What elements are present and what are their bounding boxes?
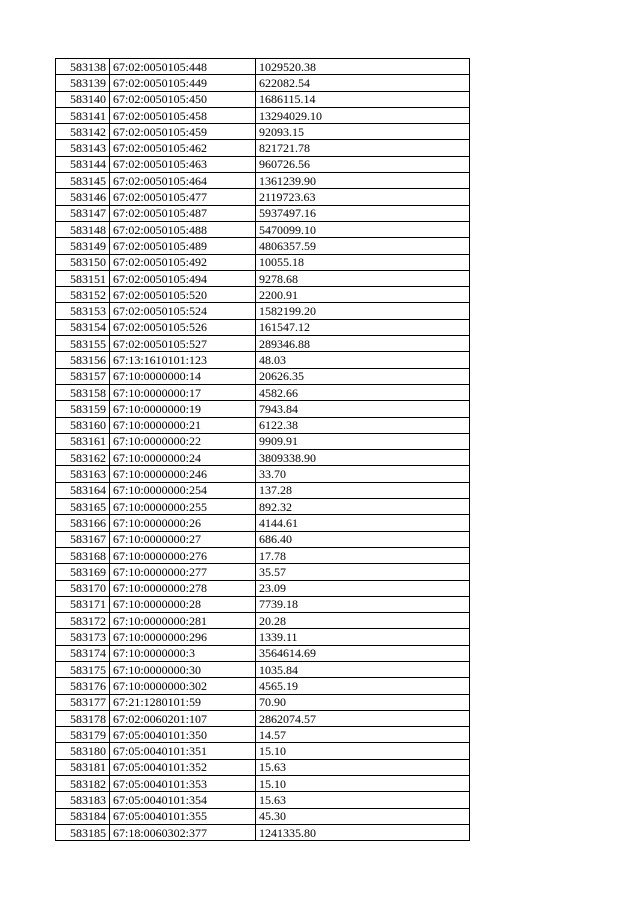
cadastral-number-cell: 67:02:0050105:450 <box>110 91 256 107</box>
row-number-cell: 583168 <box>56 547 110 563</box>
value-cell: 4565.19 <box>256 678 470 694</box>
row-number-cell: 583159 <box>56 401 110 417</box>
table-row <box>56 401 470 417</box>
cadastral-number-cell: 67:05:0040101:350 <box>110 727 256 743</box>
cadastral-number-cell: 67:02:0050105:524 <box>110 303 256 319</box>
row-number-cell: 583153 <box>56 303 110 319</box>
table-row <box>56 384 470 400</box>
value-cell: 15.10 <box>256 776 470 792</box>
table-row <box>56 824 470 840</box>
value-cell: 2119723.63 <box>256 189 470 205</box>
cadastral-number-cell: 67:18:0060302:377 <box>110 824 256 840</box>
row-number-cell: 583150 <box>56 254 110 270</box>
value-cell: 3809338.90 <box>256 450 470 466</box>
table-row <box>56 547 470 563</box>
row-number-cell: 583157 <box>56 368 110 384</box>
table-row <box>56 482 470 498</box>
row-number-cell: 583138 <box>56 59 110 75</box>
cadastral-number-cell: 67:05:0040101:352 <box>110 759 256 775</box>
cadastral-number-cell: 67:10:0000000:278 <box>110 580 256 596</box>
value-cell: 5937497.16 <box>256 205 470 221</box>
row-number-cell: 583182 <box>56 776 110 792</box>
table-row <box>56 515 470 531</box>
row-number-cell: 583144 <box>56 156 110 172</box>
value-cell: 14.57 <box>256 727 470 743</box>
row-number-cell: 583185 <box>56 824 110 840</box>
cadastral-number-cell: 67:02:0060201:107 <box>110 710 256 726</box>
value-cell: 289346.88 <box>256 336 470 352</box>
value-cell: 6122.38 <box>256 417 470 433</box>
row-number-cell: 583155 <box>56 336 110 352</box>
value-cell: 15.63 <box>256 759 470 775</box>
row-number-cell: 583140 <box>56 91 110 107</box>
cadastral-number-cell: 67:10:0000000:21 <box>110 417 256 433</box>
value-cell: 1241335.80 <box>256 824 470 840</box>
value-cell: 7739.18 <box>256 596 470 612</box>
value-cell: 2862074.57 <box>256 710 470 726</box>
table-row <box>56 564 470 580</box>
row-number-cell: 583156 <box>56 352 110 368</box>
value-cell: 686.40 <box>256 531 470 547</box>
table-row <box>56 189 470 205</box>
table-row <box>56 710 470 726</box>
cadastral-number-cell: 67:10:0000000:24 <box>110 450 256 466</box>
value-cell: 1035.84 <box>256 661 470 677</box>
row-number-cell: 583172 <box>56 613 110 629</box>
cadastral-number-cell: 67:02:0050105:526 <box>110 319 256 335</box>
row-number-cell: 583143 <box>56 140 110 156</box>
table-row <box>56 792 470 808</box>
value-cell: 4582.66 <box>256 384 470 400</box>
row-number-cell: 583171 <box>56 596 110 612</box>
cadastral-number-cell: 67:10:0000000:281 <box>110 613 256 629</box>
cadastral-number-cell: 67:05:0040101:354 <box>110 792 256 808</box>
table-row <box>56 140 470 156</box>
table-row <box>56 254 470 270</box>
value-cell: 622082.54 <box>256 75 470 91</box>
cadastral-number-cell: 67:10:0000000:246 <box>110 466 256 482</box>
value-cell: 137.28 <box>256 482 470 498</box>
value-cell: 20.28 <box>256 613 470 629</box>
cadastral-number-cell: 67:05:0040101:355 <box>110 808 256 824</box>
row-number-cell: 583162 <box>56 450 110 466</box>
cadastral-number-cell: 67:02:0050105:527 <box>110 336 256 352</box>
row-number-cell: 583152 <box>56 287 110 303</box>
table-row <box>56 336 470 352</box>
table-row <box>56 91 470 107</box>
table-row <box>56 678 470 694</box>
value-cell: 17.78 <box>256 547 470 563</box>
row-number-cell: 583180 <box>56 743 110 759</box>
value-cell: 161547.12 <box>256 319 470 335</box>
row-number-cell: 583164 <box>56 482 110 498</box>
row-number-cell: 583151 <box>56 270 110 286</box>
data-table <box>55 58 470 841</box>
row-number-cell: 583160 <box>56 417 110 433</box>
table-row <box>56 221 470 237</box>
row-number-cell: 583166 <box>56 515 110 531</box>
value-cell: 9909.91 <box>256 433 470 449</box>
cadastral-number-cell: 67:10:0000000:17 <box>110 384 256 400</box>
cadastral-number-cell: 67:10:0000000:276 <box>110 547 256 563</box>
value-cell: 4806357.59 <box>256 238 470 254</box>
value-cell: 1582199.20 <box>256 303 470 319</box>
row-number-cell: 583181 <box>56 759 110 775</box>
cadastral-number-cell: 67:02:0050105:464 <box>110 173 256 189</box>
row-number-cell: 583139 <box>56 75 110 91</box>
cadastral-number-cell: 67:02:0050105:458 <box>110 107 256 123</box>
value-cell: 4144.61 <box>256 515 470 531</box>
value-cell: 13294029.10 <box>256 107 470 123</box>
cadastral-number-cell: 67:10:0000000:27 <box>110 531 256 547</box>
table-body <box>56 59 470 841</box>
cadastral-number-cell: 67:10:0000000:30 <box>110 661 256 677</box>
row-number-cell: 583163 <box>56 466 110 482</box>
row-number-cell: 583178 <box>56 710 110 726</box>
table-row <box>56 107 470 123</box>
table-row <box>56 776 470 792</box>
table-row <box>56 319 470 335</box>
value-cell: 7943.84 <box>256 401 470 417</box>
row-number-cell: 583141 <box>56 107 110 123</box>
cadastral-number-cell: 67:10:0000000:277 <box>110 564 256 580</box>
table-row <box>56 433 470 449</box>
table-row <box>56 59 470 75</box>
table-row <box>56 270 470 286</box>
cadastral-number-cell: 67:10:0000000:255 <box>110 499 256 515</box>
row-number-cell: 583161 <box>56 433 110 449</box>
table-row <box>56 352 470 368</box>
row-number-cell: 583158 <box>56 384 110 400</box>
table-row <box>56 368 470 384</box>
row-number-cell: 583149 <box>56 238 110 254</box>
value-cell: 33.70 <box>256 466 470 482</box>
cadastral-number-cell: 67:02:0050105:462 <box>110 140 256 156</box>
table-row <box>56 156 470 172</box>
table-row <box>56 613 470 629</box>
value-cell: 960726.56 <box>256 156 470 172</box>
table-row <box>56 417 470 433</box>
row-number-cell: 583147 <box>56 205 110 221</box>
value-cell: 35.57 <box>256 564 470 580</box>
table-row <box>56 808 470 824</box>
cadastral-number-cell: 67:10:0000000:3 <box>110 645 256 661</box>
table-row <box>56 124 470 140</box>
row-number-cell: 583173 <box>56 629 110 645</box>
table-row <box>56 287 470 303</box>
table-row <box>56 303 470 319</box>
table-row <box>56 450 470 466</box>
row-number-cell: 583169 <box>56 564 110 580</box>
cadastral-number-cell: 67:02:0050105:459 <box>110 124 256 140</box>
table-row <box>56 75 470 91</box>
value-cell: 15.63 <box>256 792 470 808</box>
cadastral-number-cell: 67:21:1280101:59 <box>110 694 256 710</box>
value-cell: 3564614.69 <box>256 645 470 661</box>
cadastral-number-cell: 67:02:0050105:492 <box>110 254 256 270</box>
value-cell: 1361239.90 <box>256 173 470 189</box>
cadastral-number-cell: 67:02:0050105:520 <box>110 287 256 303</box>
value-cell: 9278.68 <box>256 270 470 286</box>
row-number-cell: 583184 <box>56 808 110 824</box>
table-row <box>56 173 470 189</box>
value-cell: 92093.15 <box>256 124 470 140</box>
table-row <box>56 759 470 775</box>
cadastral-number-cell: 67:02:0050105:463 <box>110 156 256 172</box>
value-cell: 1029520.38 <box>256 59 470 75</box>
value-cell: 48.03 <box>256 352 470 368</box>
cadastral-number-cell: 67:02:0050105:494 <box>110 270 256 286</box>
value-cell: 20626.35 <box>256 368 470 384</box>
value-cell: 1339.11 <box>256 629 470 645</box>
table-row <box>56 238 470 254</box>
table-row <box>56 629 470 645</box>
table-row <box>56 694 470 710</box>
cadastral-number-cell: 67:10:0000000:296 <box>110 629 256 645</box>
value-cell: 2200.91 <box>256 287 470 303</box>
table-row <box>56 596 470 612</box>
cadastral-number-cell: 67:02:0050105:448 <box>110 59 256 75</box>
cadastral-number-cell: 67:10:0000000:26 <box>110 515 256 531</box>
row-number-cell: 583176 <box>56 678 110 694</box>
cadastral-number-cell: 67:10:0000000:254 <box>110 482 256 498</box>
table-row <box>56 661 470 677</box>
value-cell: 15.10 <box>256 743 470 759</box>
table-row <box>56 531 470 547</box>
value-cell: 23.09 <box>256 580 470 596</box>
value-cell: 892.32 <box>256 499 470 515</box>
table-row <box>56 466 470 482</box>
value-cell: 70.90 <box>256 694 470 710</box>
row-number-cell: 583170 <box>56 580 110 596</box>
table-row <box>56 743 470 759</box>
table-row <box>56 580 470 596</box>
cadastral-number-cell: 67:02:0050105:487 <box>110 205 256 221</box>
table-row <box>56 499 470 515</box>
table-row <box>56 205 470 221</box>
row-number-cell: 583183 <box>56 792 110 808</box>
row-number-cell: 583146 <box>56 189 110 205</box>
table-row <box>56 645 470 661</box>
cadastral-number-cell: 67:10:0000000:22 <box>110 433 256 449</box>
cadastral-number-cell: 67:02:0050105:477 <box>110 189 256 205</box>
row-number-cell: 583142 <box>56 124 110 140</box>
cadastral-number-cell: 67:13:1610101:123 <box>110 352 256 368</box>
table-row <box>56 727 470 743</box>
cadastral-number-cell: 67:05:0040101:351 <box>110 743 256 759</box>
row-number-cell: 583174 <box>56 645 110 661</box>
cadastral-number-cell: 67:02:0050105:489 <box>110 238 256 254</box>
cadastral-number-cell: 67:02:0050105:449 <box>110 75 256 91</box>
cadastral-number-cell: 67:05:0040101:353 <box>110 776 256 792</box>
row-number-cell: 583179 <box>56 727 110 743</box>
value-cell: 10055.18 <box>256 254 470 270</box>
value-cell: 1686115.14 <box>256 91 470 107</box>
cadastral-number-cell: 67:10:0000000:14 <box>110 368 256 384</box>
cadastral-number-cell: 67:10:0000000:28 <box>110 596 256 612</box>
cadastral-number-cell: 67:10:0000000:19 <box>110 401 256 417</box>
value-cell: 45.30 <box>256 808 470 824</box>
cadastral-number-cell: 67:10:0000000:302 <box>110 678 256 694</box>
row-number-cell: 583154 <box>56 319 110 335</box>
value-cell: 821721.78 <box>256 140 470 156</box>
row-number-cell: 583167 <box>56 531 110 547</box>
cadastral-number-cell: 67:02:0050105:488 <box>110 221 256 237</box>
row-number-cell: 583177 <box>56 694 110 710</box>
row-number-cell: 583145 <box>56 173 110 189</box>
value-cell: 5470099.10 <box>256 221 470 237</box>
row-number-cell: 583165 <box>56 499 110 515</box>
row-number-cell: 583175 <box>56 661 110 677</box>
row-number-cell: 583148 <box>56 221 110 237</box>
